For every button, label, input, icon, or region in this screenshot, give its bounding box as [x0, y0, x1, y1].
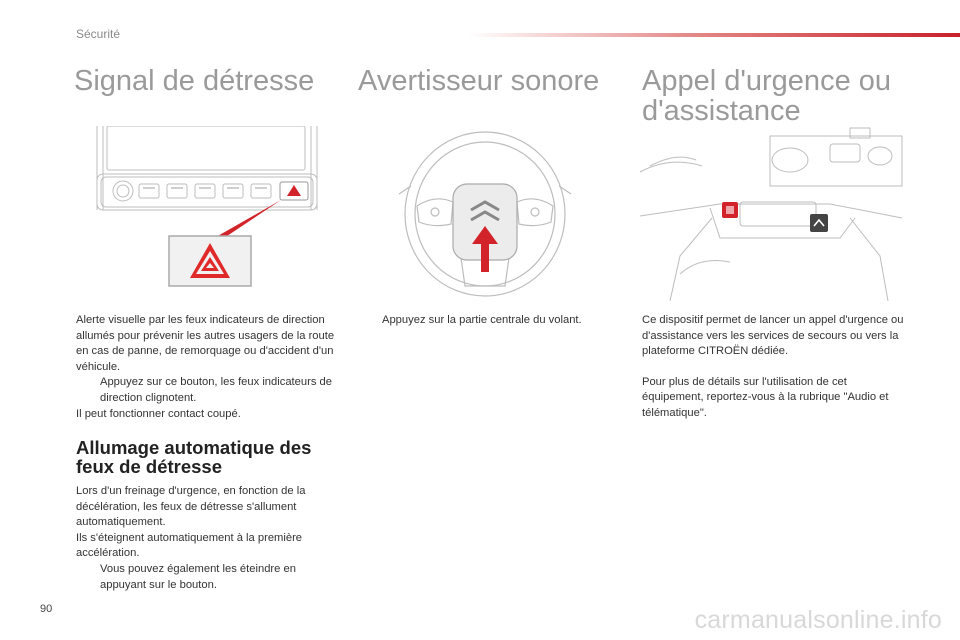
emergency-call-para2: Pour plus de détails sur l'utilisation de cet équipement, reportez-vous à la rubrique "Audio et télématique". [642, 375, 889, 419]
emergency-call-para1: Ce dispositif permet de lancer un appel d'urgence ou d'assistance vers les services de secours ou vers la plateforme CITROËN dédiée. [642, 314, 904, 358]
horn-description [358, 313, 620, 329]
title-emergency-call-line1: Appel d'urgence ou [642, 65, 892, 97]
hazard-intro: Alerte visuelle par les feux indicateurs de direction allumés pour prévenir les autres usagers de la route en cas de panne, de remorquage ou d'accident d'un véhicule. [76, 314, 335, 373]
header-rule [468, 33, 960, 37]
bullet-icon [76, 562, 100, 593]
title-hazard-warning: Signal de détresse [74, 65, 315, 97]
section-label: Sécurité [76, 27, 121, 41]
hazard-bullet [76, 375, 338, 406]
watermark: carmanualsonline.info [694, 606, 942, 634]
emergency-call-description [642, 313, 904, 422]
automatic-hazard-text-1: Lors d'un freinage d'urgence, en fonction de la décélération, les feux de détresse s'allument automatiquement. [76, 485, 306, 529]
hazard-description [76, 313, 338, 422]
automatic-hazard-text-2: Ils s'éteignent automatiquement à la première accélération. [76, 531, 303, 560]
hazard-bullet-text: Appuyez sur ce bouton, les feux indicateurs de direction clignotent. [100, 376, 332, 404]
horn-bullet-text: Appuyez sur la partie centrale du volant. [382, 314, 582, 326]
subtitle-automatic-hazard: Allumage automatique des feux de détresse [76, 437, 312, 477]
automatic-hazard-bullet-text: Vous pouvez également les éteindre en appuyant sur le bouton. [100, 562, 296, 591]
hazard-switch-illustration [95, 126, 325, 288]
bullet-icon [76, 375, 100, 406]
title-horn: Avertisseur sonore [358, 65, 600, 97]
steering-wheel-illustration [395, 128, 575, 300]
horn-bullet [358, 313, 620, 329]
emergency-call-illustration [640, 126, 905, 301]
page-number: 90 [40, 603, 53, 615]
title-emergency-call-line2: d'assistance [642, 95, 801, 127]
automatic-hazard-bullet [76, 562, 344, 593]
hazard-outro: Il peut fonctionner contact coupé. [76, 407, 241, 420]
title-emergency-call [642, 66, 891, 126]
automatic-hazard-description [76, 484, 344, 593]
bullet-icon [358, 313, 382, 329]
